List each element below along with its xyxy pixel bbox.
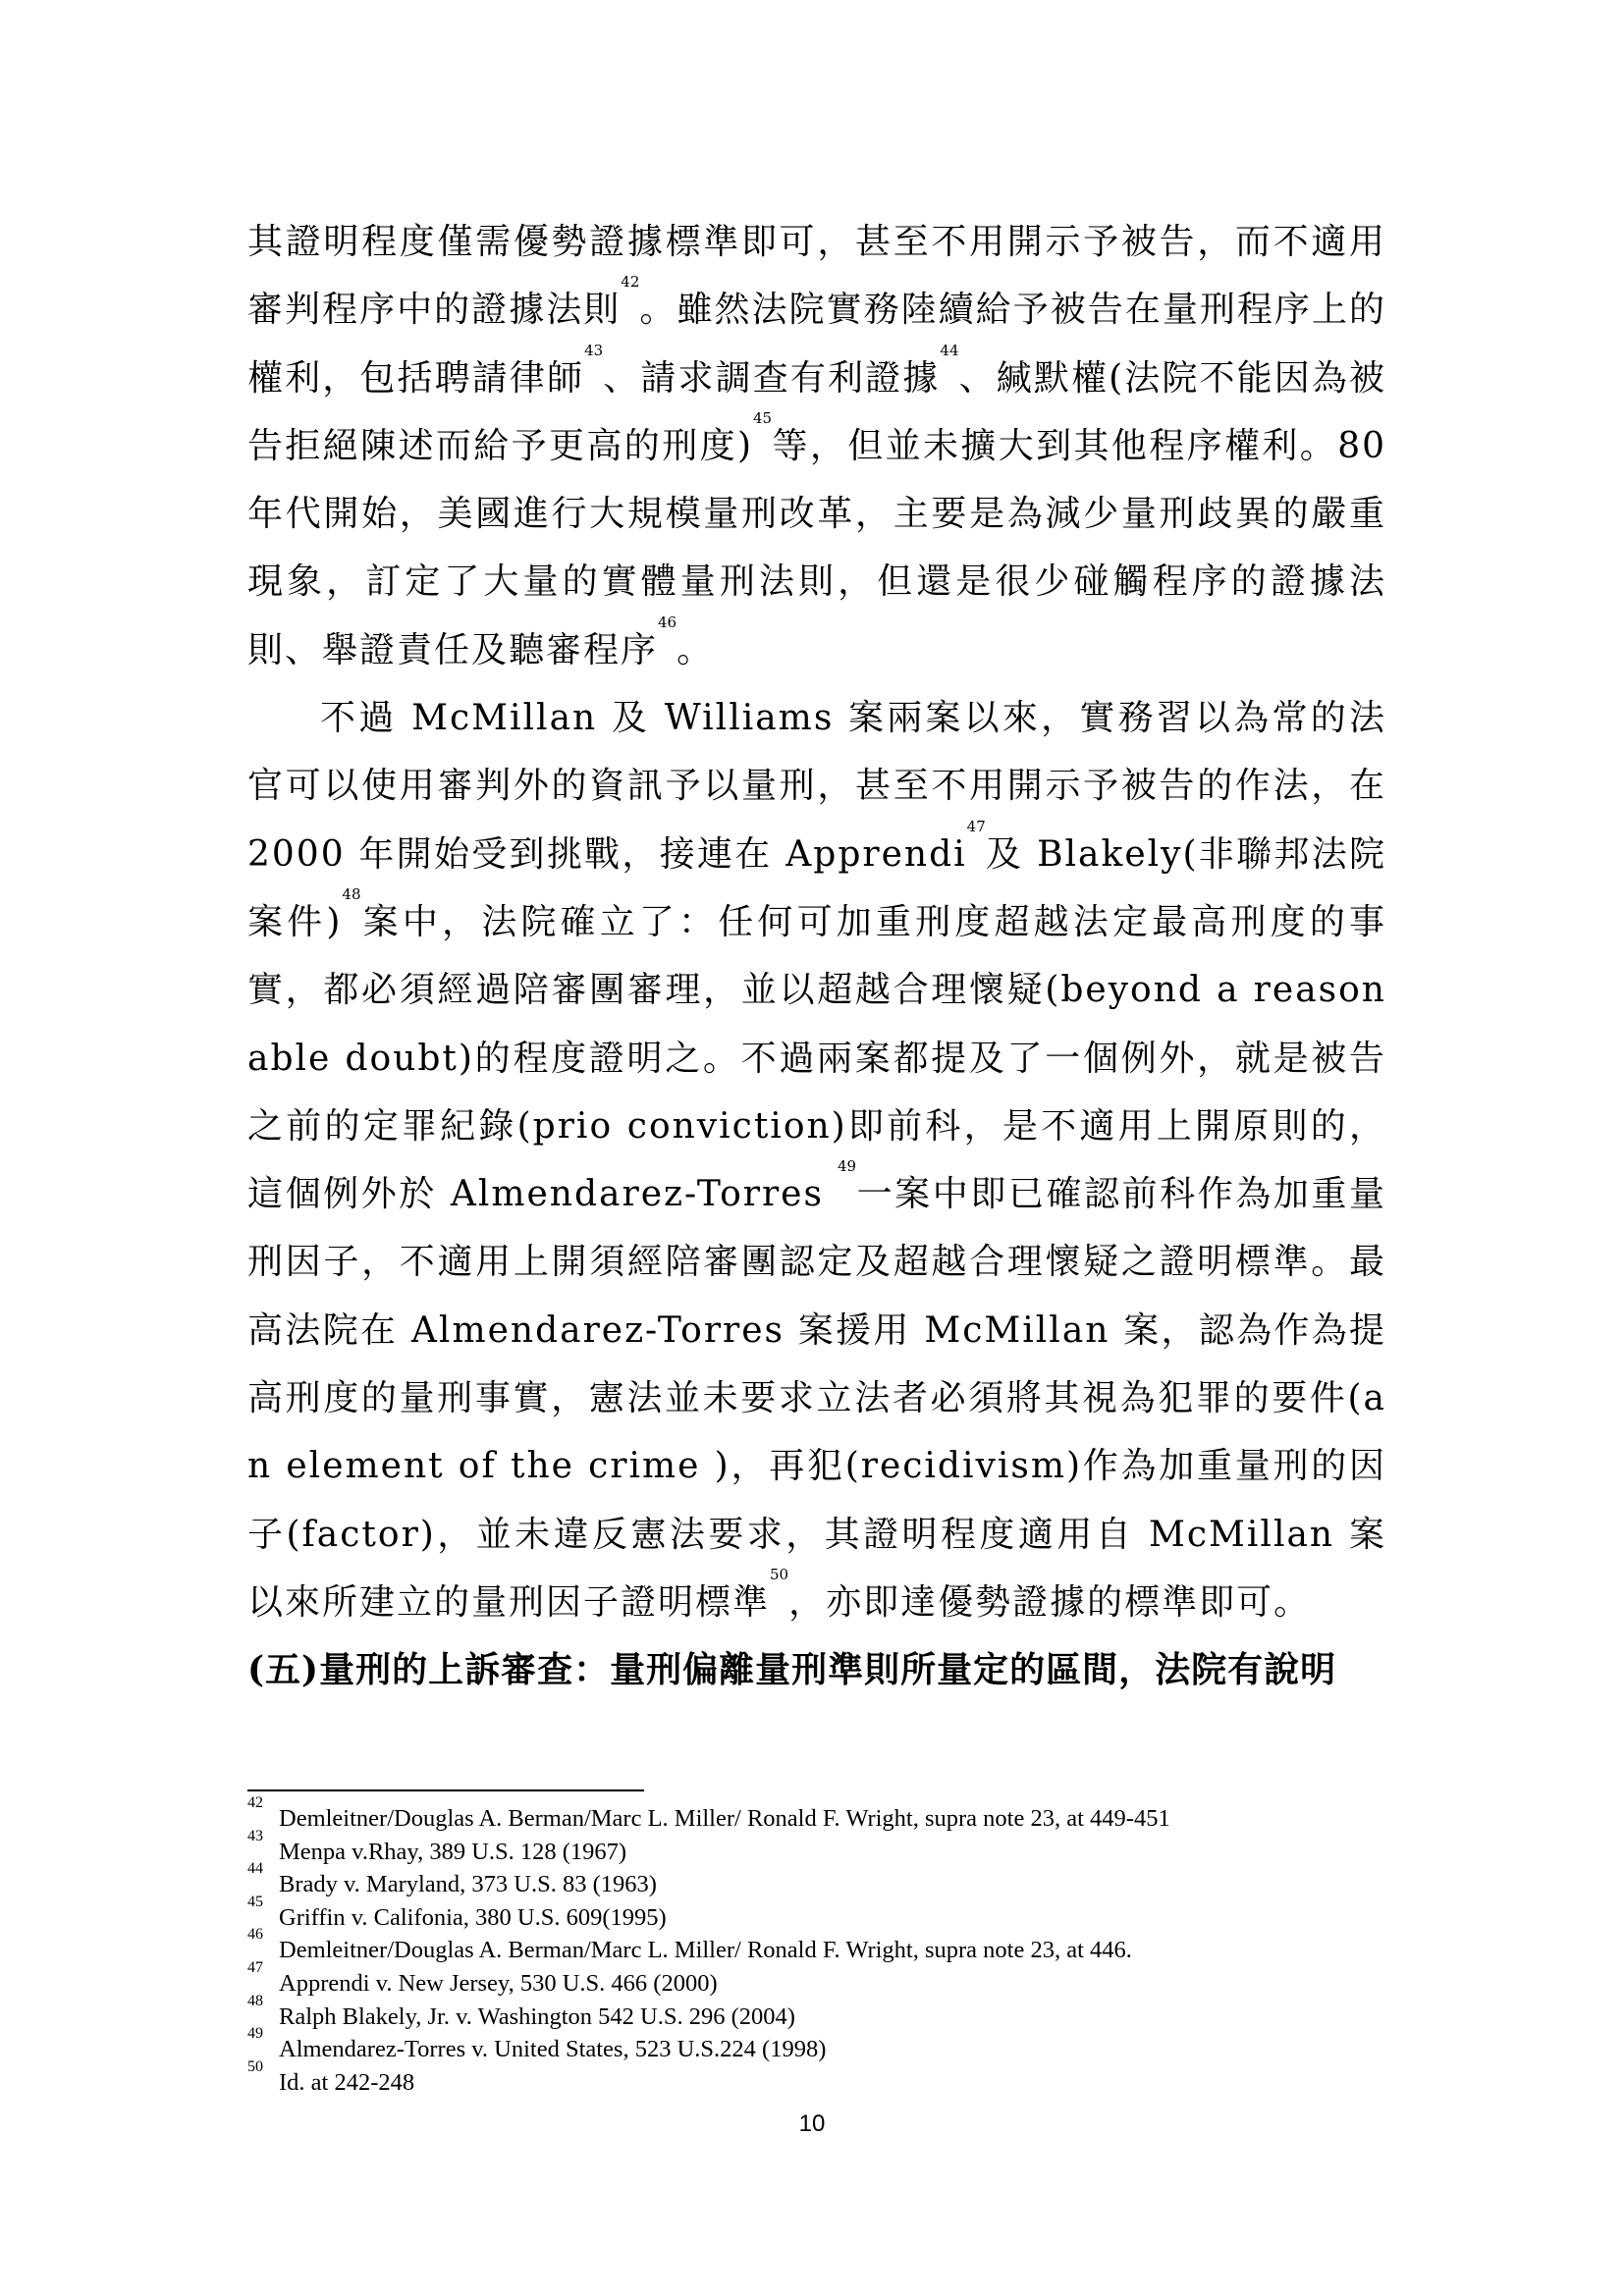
footnote-number: 46 [247, 1926, 263, 1944]
section-heading: (五)量刑的上訴審查：量刑偏離量刑準則所量定的區間，法院有說明 [247, 1649, 1337, 1691]
footnote [247, 1958, 1386, 2001]
paragraph [247, 684, 1386, 1636]
paragraph [247, 208, 1386, 684]
footnote-number: 44 [247, 1860, 263, 1878]
footnote-ref: 47 [966, 817, 986, 835]
text-run: 及 Blakely(非聯邦法院案件) [247, 833, 1386, 942]
footnote [247, 1860, 1386, 1901]
footnote-text: Apprendi v. New Jersey, 530 U.S. 466 (2000) [279, 1969, 718, 1997]
footnote [247, 1794, 1386, 1836]
footnote-separator [247, 1789, 644, 1791]
text-run: 。 [677, 629, 715, 670]
footnote [247, 1827, 1386, 1869]
footnote-ref: 44 [940, 341, 959, 359]
footnote-text: Almendarez-Torres v. United States, 523 U.S.224 (1998) [279, 2036, 827, 2063]
footnote-number: 48 [247, 1992, 263, 2009]
footnote-number: 42 [247, 1794, 263, 1811]
footnote-ref: 45 [753, 408, 773, 427]
text-run: 。雖然法院實務陸續給予被告在量刑程序上的權利，包括聘請律師 [247, 290, 1386, 399]
text-run: ，亦即達優勢證據的標準即可。 [788, 1581, 1312, 1623]
footnote-number: 49 [247, 2025, 263, 2043]
footnote [247, 1893, 1386, 1935]
text-run: 一案中即已確認前科作為加重量刑因子，不適用上開須經陪審團認定及超越合理懷疑之證明標準。最高法院在 Almendarez-Torres 案援用 McMillan 案，認為作為提高刑度的量刑事實，憲法並未要求立法者必須將其視為犯罪的要件(an element of the crime )，再犯(recidivism)作為加重量刑的因子(factor)，並未違反憲法要求，其證明程度適用自 McMillan 案以來所建立的量刑因子證明標準 [247, 1174, 1386, 1623]
footnote [247, 1926, 1386, 1967]
text-run: 其證明程度僅需優勢證據標準即可，甚至不用開示予被告，而不適用審判程序中的證據法則 [247, 222, 1386, 331]
footnote-text: Brady v. Maryland, 373 U.S. 83 (1963) [279, 1871, 657, 1898]
footnote-text: Id. at 242-248 [279, 2068, 415, 2096]
footnote-text: Griffin v. Califonia, 380 U.S. 609(1995) [279, 1903, 667, 1931]
footnote [247, 2057, 1386, 2100]
body-text [247, 208, 1386, 1705]
text-run: 案中，法院確立了：任何可加重刑度超越法定最高刑度的事實，都必須經過陪審團審理，並以超越合理懷疑(beyond a reasonable doubt)的程度證明之。不過兩案都提及了一個例外，就是被告之前的定罪紀錄(prio conviction)即前科，是不適用上開原則的，這個例外於 Almendarez-Torres [247, 901, 1386, 1215]
footnote-number: 45 [247, 1893, 263, 1910]
footnote-text: Demleitner/Douglas A. Berman/Marc L. Miller/ Ronald F. Wright, supra note 23, at 446. [279, 1937, 1132, 1964]
text-run: 不過 McMillan 及 Williams 案兩案以來，實務習以為常的法官可以使用審判外的資訊予以量刑，甚至不用開示予被告的作法，在 2000 年開始受到挑戰，接連在 Apprendi [247, 698, 1386, 875]
footnote [247, 2025, 1386, 2066]
footnote-number: 47 [247, 1958, 263, 1976]
page-number: 10 [798, 2110, 826, 2137]
footnote-text: Ralph Blakely, Jr. v. Washington 542 U.S. 296 (2004) [279, 2002, 795, 2030]
text-run: 、緘默權(法院不能因為被告拒絕陳述而給予更高的刑度) [247, 357, 1386, 466]
footnote-ref: 50 [770, 1565, 789, 1583]
footnote [247, 1992, 1386, 2034]
footnote-ref: 48 [342, 884, 361, 903]
footnote-ref: 42 [621, 273, 640, 292]
footnote-number: 50 [247, 2057, 263, 2075]
footnote-ref: 49 [837, 1157, 857, 1176]
footnote-ref: 46 [658, 613, 677, 631]
text-run: 等，但並未擴大到其他程序權利。80 年代開始，美國進行大規模量刑改革，主要是為減少量刑歧異的嚴重現象，訂定了大量的實體量刑法則，但還是很少碰觸程序的證據法則、舉證責任及聽審程序 [247, 425, 1386, 670]
footnote-text: Menpa v.Rhay, 389 U.S. 128 (1967) [279, 1838, 627, 1865]
footnote-text: Demleitner/Douglas A. Berman/Marc L. Miller/ Ronald F. Wright, supra note 23, at 449-451 [279, 1805, 1170, 1832]
footnote-ref: 43 [584, 341, 604, 359]
footnote-number: 43 [247, 1827, 263, 1844]
footnotes [247, 1794, 1386, 2099]
text-run: 、請求調查有利證據 [603, 357, 941, 399]
